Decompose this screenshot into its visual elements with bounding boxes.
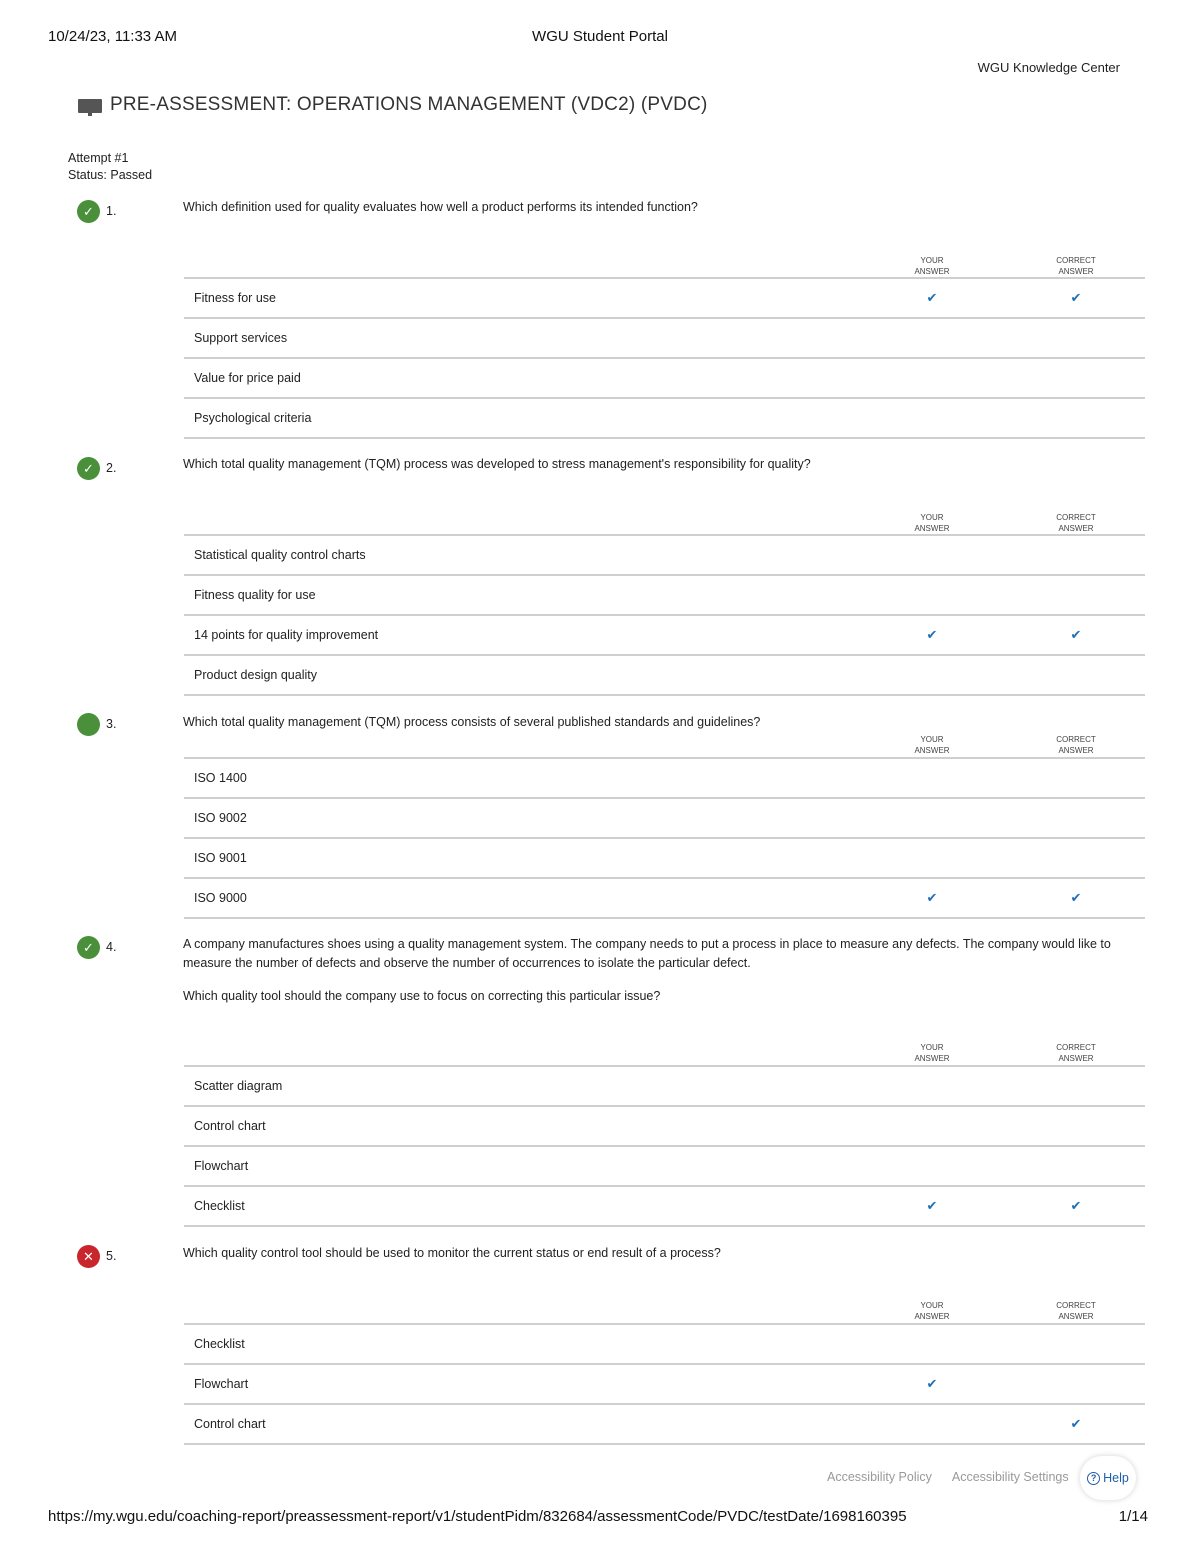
correct-answer-header: CORRECT ANSWER <box>1056 735 1096 755</box>
answer-row <box>184 616 1145 656</box>
answer-row <box>184 656 1145 696</box>
answer-label: Psychological criteria <box>194 411 312 425</box>
print-page-number: 1/14 <box>1118 1508 1148 1525</box>
question-text: Which quality control tool should be used to monitor the current status or end result of a process? <box>183 1246 721 1260</box>
your-answer-header: YOUR ANSWER <box>914 256 950 276</box>
incorrect-x-icon: ✕ <box>77 1245 100 1268</box>
correct-answer-check-icon: ✔ <box>1070 1416 1082 1431</box>
your-answer-header: YOUR ANSWER <box>914 513 950 533</box>
answer-row <box>184 399 1145 439</box>
answer-label: Flowchart <box>194 1377 249 1391</box>
answer-label: ISO 1400 <box>194 771 247 785</box>
your-answer-check-icon: ✔ <box>926 1198 938 1213</box>
correct-answer-check-icon: ✔ <box>1070 890 1082 905</box>
help-button[interactable] <box>1080 1456 1136 1500</box>
answer-table <box>184 534 1145 696</box>
correct-check-icon: ✓ <box>77 200 100 223</box>
print-footer <box>48 1508 1148 1525</box>
question-text: Which total quality management (TQM) process consists of several published standards and guidelines? <box>183 715 761 729</box>
answer-row <box>184 279 1145 319</box>
answer-row <box>184 1325 1145 1365</box>
answer-row <box>184 1187 1145 1227</box>
correct-answer-header: CORRECT ANSWER <box>1056 1301 1096 1321</box>
your-answer-header: YOUR ANSWER <box>914 735 950 755</box>
your-answer-check-icon: ✔ <box>926 890 938 905</box>
answer-label: ISO 9000 <box>194 891 247 905</box>
accessibility-policy-link[interactable]: Accessibility Policy <box>827 1470 932 1484</box>
answer-row <box>184 536 1145 576</box>
answer-row <box>184 1107 1145 1147</box>
answer-table <box>184 757 1145 919</box>
question-number: 4. <box>106 940 117 954</box>
your-answer-check-icon: ✔ <box>926 1376 938 1391</box>
question-mark-icon: ? <box>1087 1472 1100 1485</box>
print-header <box>48 28 1152 48</box>
answer-table <box>184 1065 1145 1227</box>
correct-check-icon <box>77 713 100 736</box>
correct-answer-check-icon: ✔ <box>1070 627 1082 642</box>
page-title-row <box>78 94 708 116</box>
answer-table <box>184 277 1145 439</box>
print-url: https://my.wgu.edu/coaching-report/preassessment-report/v1/studentPidm/832684/assessmentCode/PVDC/testDate/1698160395 <box>48 1508 907 1525</box>
answer-row <box>184 359 1145 399</box>
question-number: 1. <box>106 204 117 218</box>
attempt-info <box>68 150 152 184</box>
question-text: A company manufactures shoes using a quality management system. The company needs to put a process in place to measure any defects. The company would like to measure the number of defects and observe the number of occurrences to isolate the particular defect. Which quality tool should the company use to focus on correcting this particular issue? <box>183 937 1111 1003</box>
answer-row <box>184 1405 1145 1445</box>
answer-label: Control chart <box>194 1119 266 1133</box>
answer-row <box>184 879 1145 919</box>
correct-check-icon: ✓ <box>77 457 100 480</box>
answer-row <box>184 319 1145 359</box>
attempt-status: Status: Passed <box>68 168 153 182</box>
answer-row <box>184 1147 1145 1187</box>
question-number: 3. <box>106 717 117 731</box>
answer-label: Statistical quality control charts <box>194 548 366 562</box>
answer-label: Product design quality <box>194 668 317 682</box>
answer-label: Fitness for use <box>194 291 276 305</box>
answer-label: Checklist <box>194 1337 245 1351</box>
knowledge-center-link[interactable]: WGU Knowledge Center <box>977 60 1120 75</box>
answer-row <box>184 576 1145 616</box>
answer-row <box>184 799 1145 839</box>
answer-row <box>184 1365 1145 1405</box>
correct-answer-header: CORRECT ANSWER <box>1056 1043 1096 1063</box>
correct-answer-check-icon: ✔ <box>1070 290 1082 305</box>
answer-label: Support services <box>194 331 288 345</box>
answer-label: ISO 9002 <box>194 811 247 825</box>
answer-label: Scatter diagram <box>194 1079 283 1093</box>
correct-answer-header: CORRECT ANSWER <box>1056 513 1096 533</box>
question-text: Which total quality management (TQM) process was developed to stress management's responsibility for quality? <box>183 457 811 471</box>
your-answer-header: YOUR ANSWER <box>914 1043 950 1063</box>
answer-label: Flowchart <box>194 1159 249 1173</box>
print-page-title: WGU Student Portal <box>532 28 668 45</box>
help-label: Help <box>1103 1471 1129 1485</box>
your-answer-header: YOUR ANSWER <box>914 1301 950 1321</box>
correct-check-icon: ✓ <box>77 936 100 959</box>
correct-answer-header: CORRECT ANSWER <box>1056 256 1096 276</box>
answer-table <box>184 1323 1145 1445</box>
question-number: 2. <box>106 461 117 475</box>
attempt-number: Attempt #1 <box>68 151 129 165</box>
answer-row <box>184 1067 1145 1107</box>
your-answer-check-icon: ✔ <box>926 290 938 305</box>
answer-label: Value for price paid <box>194 371 301 385</box>
page-title: PRE-ASSESSMENT: OPERATIONS MANAGEMENT (VDC2) (PVDC) <box>110 94 708 115</box>
your-answer-check-icon: ✔ <box>926 627 938 642</box>
accessibility-settings-link[interactable]: Accessibility Settings <box>951 1470 1069 1484</box>
question-text: Which definition used for quality evaluates how well a product performs its intended function? <box>183 200 698 214</box>
correct-answer-check-icon: ✔ <box>1070 1198 1082 1213</box>
answer-label: Control chart <box>194 1417 266 1431</box>
answer-row <box>184 759 1145 799</box>
answer-label: ISO 9001 <box>194 851 247 865</box>
monitor-icon <box>78 95 102 115</box>
answer-label: Checklist <box>194 1199 245 1213</box>
answer-label: Fitness quality for use <box>194 588 316 602</box>
answer-label: 14 points for quality improvement <box>194 628 379 642</box>
answer-row <box>184 839 1145 879</box>
print-datetime: 10/24/23, 11:33 AM <box>48 28 177 45</box>
question-number: 5. <box>106 1249 117 1263</box>
footer-links <box>827 1470 1069 1484</box>
